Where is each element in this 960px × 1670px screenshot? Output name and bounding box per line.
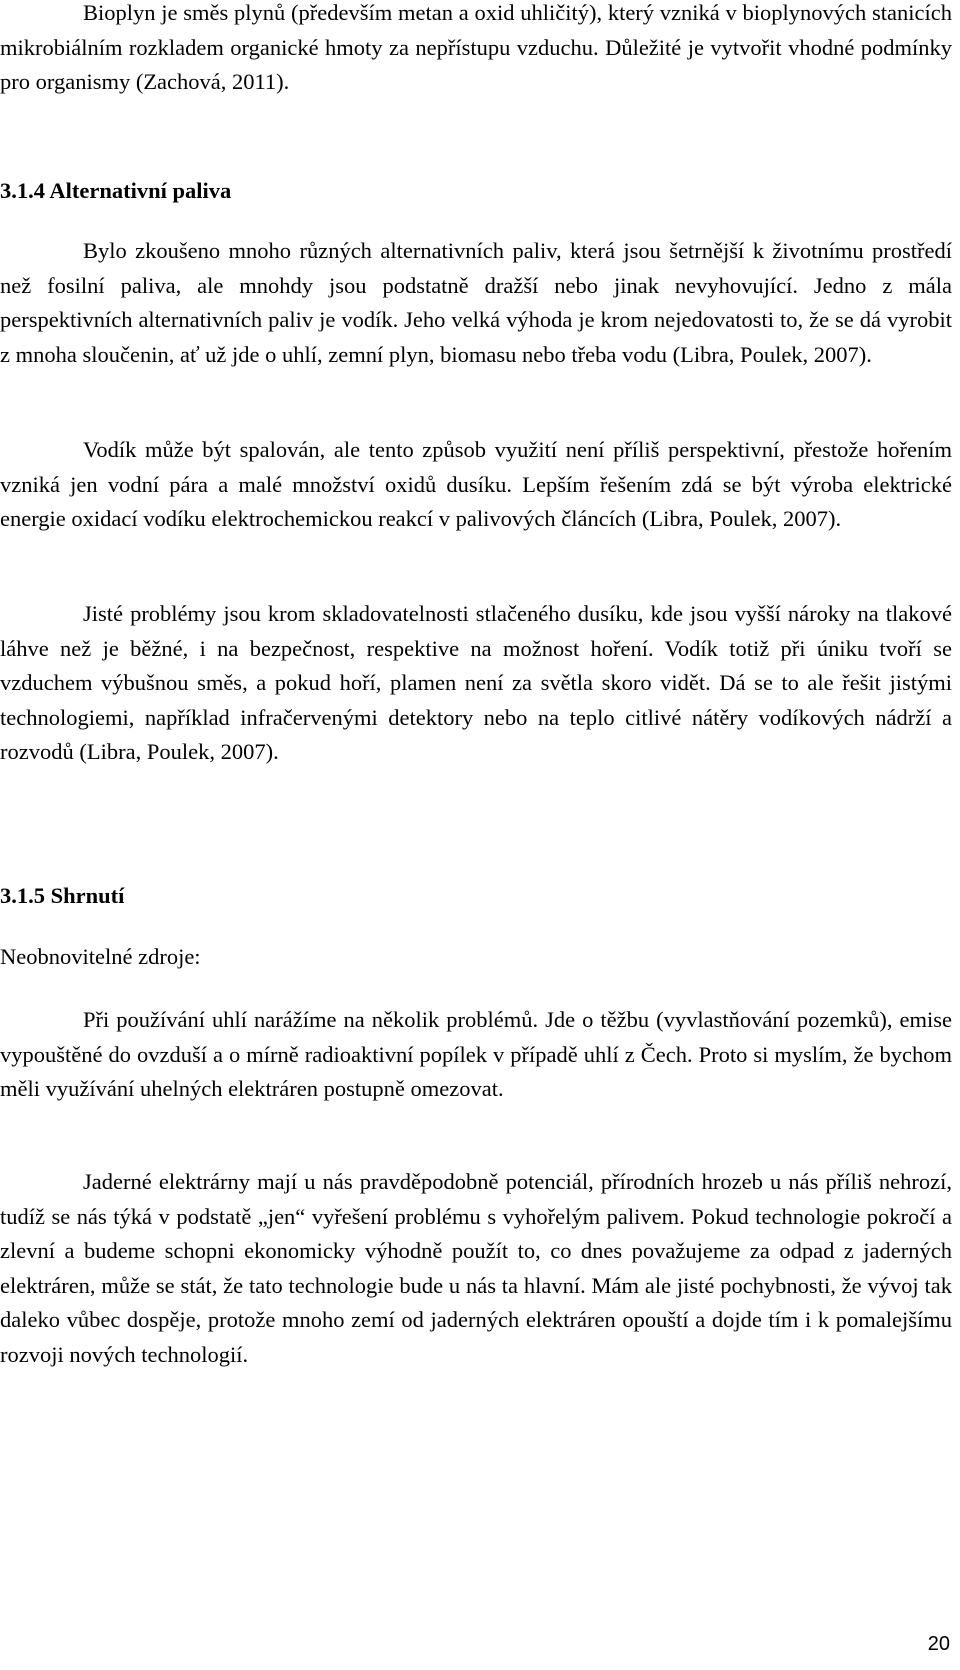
- paragraph-summary-coal: Při používání uhlí narážíme na několik problémů. Jde o těžbu (vyvlastňování pozemků), emise vypouštěné do ovzduší a o mírně radioaktivní popílek v případě uhlí z Čech. Proto si myslím, že bychom měli využívání uhelných elektráren postupně omezovat.: [0, 1007, 952, 1101]
- paragraph-alternative-fuels-3: Jisté problémy jsou krom skladovatelnosti stlačeného dusíku, kde jsou vyšší nároky na tlakové láhve než je běžné, i na bezpečnost, respektive na možnost hoření. Vodík totiž při úniku tvoří se vzduchem výbušnou směs, a pokud hoří, plamen není za světla skoro vidět. Dá se to ale řešit jistými technologiemi, například infračervenými detektory nebo na teplo citlivé nátěry vodíkových nádrží a rozvodů (Libra, Poulek, 2007).: [0, 601, 952, 764]
- paragraph-alternative-fuels-1: Bylo zkoušeno mnoho různých alternativních paliv, která jsou šetrnější k životnímu prostředí než fosilní paliva, ale mnohdy jsou podstatně dražší nebo jinak nevyhovující. Jedno z mála perspektivních alternativních paliv je vodík. Jeho velká výhoda je krom nejedovatosti to, že se dá vyrobit z mnoha sloučenin, ať už jde o uhlí, zemní plyn, biomasu nebo třeba vodu (Libra, Poulek, 2007).: [0, 238, 952, 367]
- paragraph-alternative-fuels-2: Vodík může být spalován, ale tento způsob využití není příliš perspektivní, přestože hořením vzniká jen vodní pára a malé množství oxidů dusíku. Lepším řešením zdá se být výroba elektrické energie oxidací vodíku elektrochemickou reakcí v palivových článcích (Libra, Poulek, 2007).: [0, 437, 952, 531]
- subheading-non-renewable: Neobnovitelné zdroje:: [0, 944, 201, 969]
- paragraph-summary-nuclear: Jaderné elektrárny mají u nás pravděpodobně potenciál, přírodních hrozeb u nás příliš nehrozí, tudíž se nás týká v podstatě „jen“ vyřešení problému s vyhořelým palivem. Pokud technologie pokročí a zlevní a budeme schopni ekonomicky výhodně použít to, co dnes považujeme za odpad z jaderných elektráren, může se stát, že tato technologie bude u nás ta hlavní. Mám ale jisté pochybnosti, že vývoj tak daleko vůbec dospěje, protože mnoho zemí od jaderných elektráren opouští a dojde tím i k pomalejšímu rozvoji nových technologií.: [0, 1169, 952, 1367]
- paragraph-bioplyn: Bioplyn je směs plynů (především metan a oxid uhličitý), který vzniká v bioplynových stanicích mikrobiálním rozkladem organické hmoty za nepřístupu vzduchu. Důležité je vytvořit vhodné podmínky pro organismy (Zachová, 2011).: [0, 0, 952, 94]
- page-number: 20: [927, 1633, 950, 1655]
- section-heading-alternative-fuels: 3.1.4 Alternativní paliva: [0, 178, 232, 203]
- section-heading-summary: 3.1.5 Shrnutí: [0, 883, 125, 908]
